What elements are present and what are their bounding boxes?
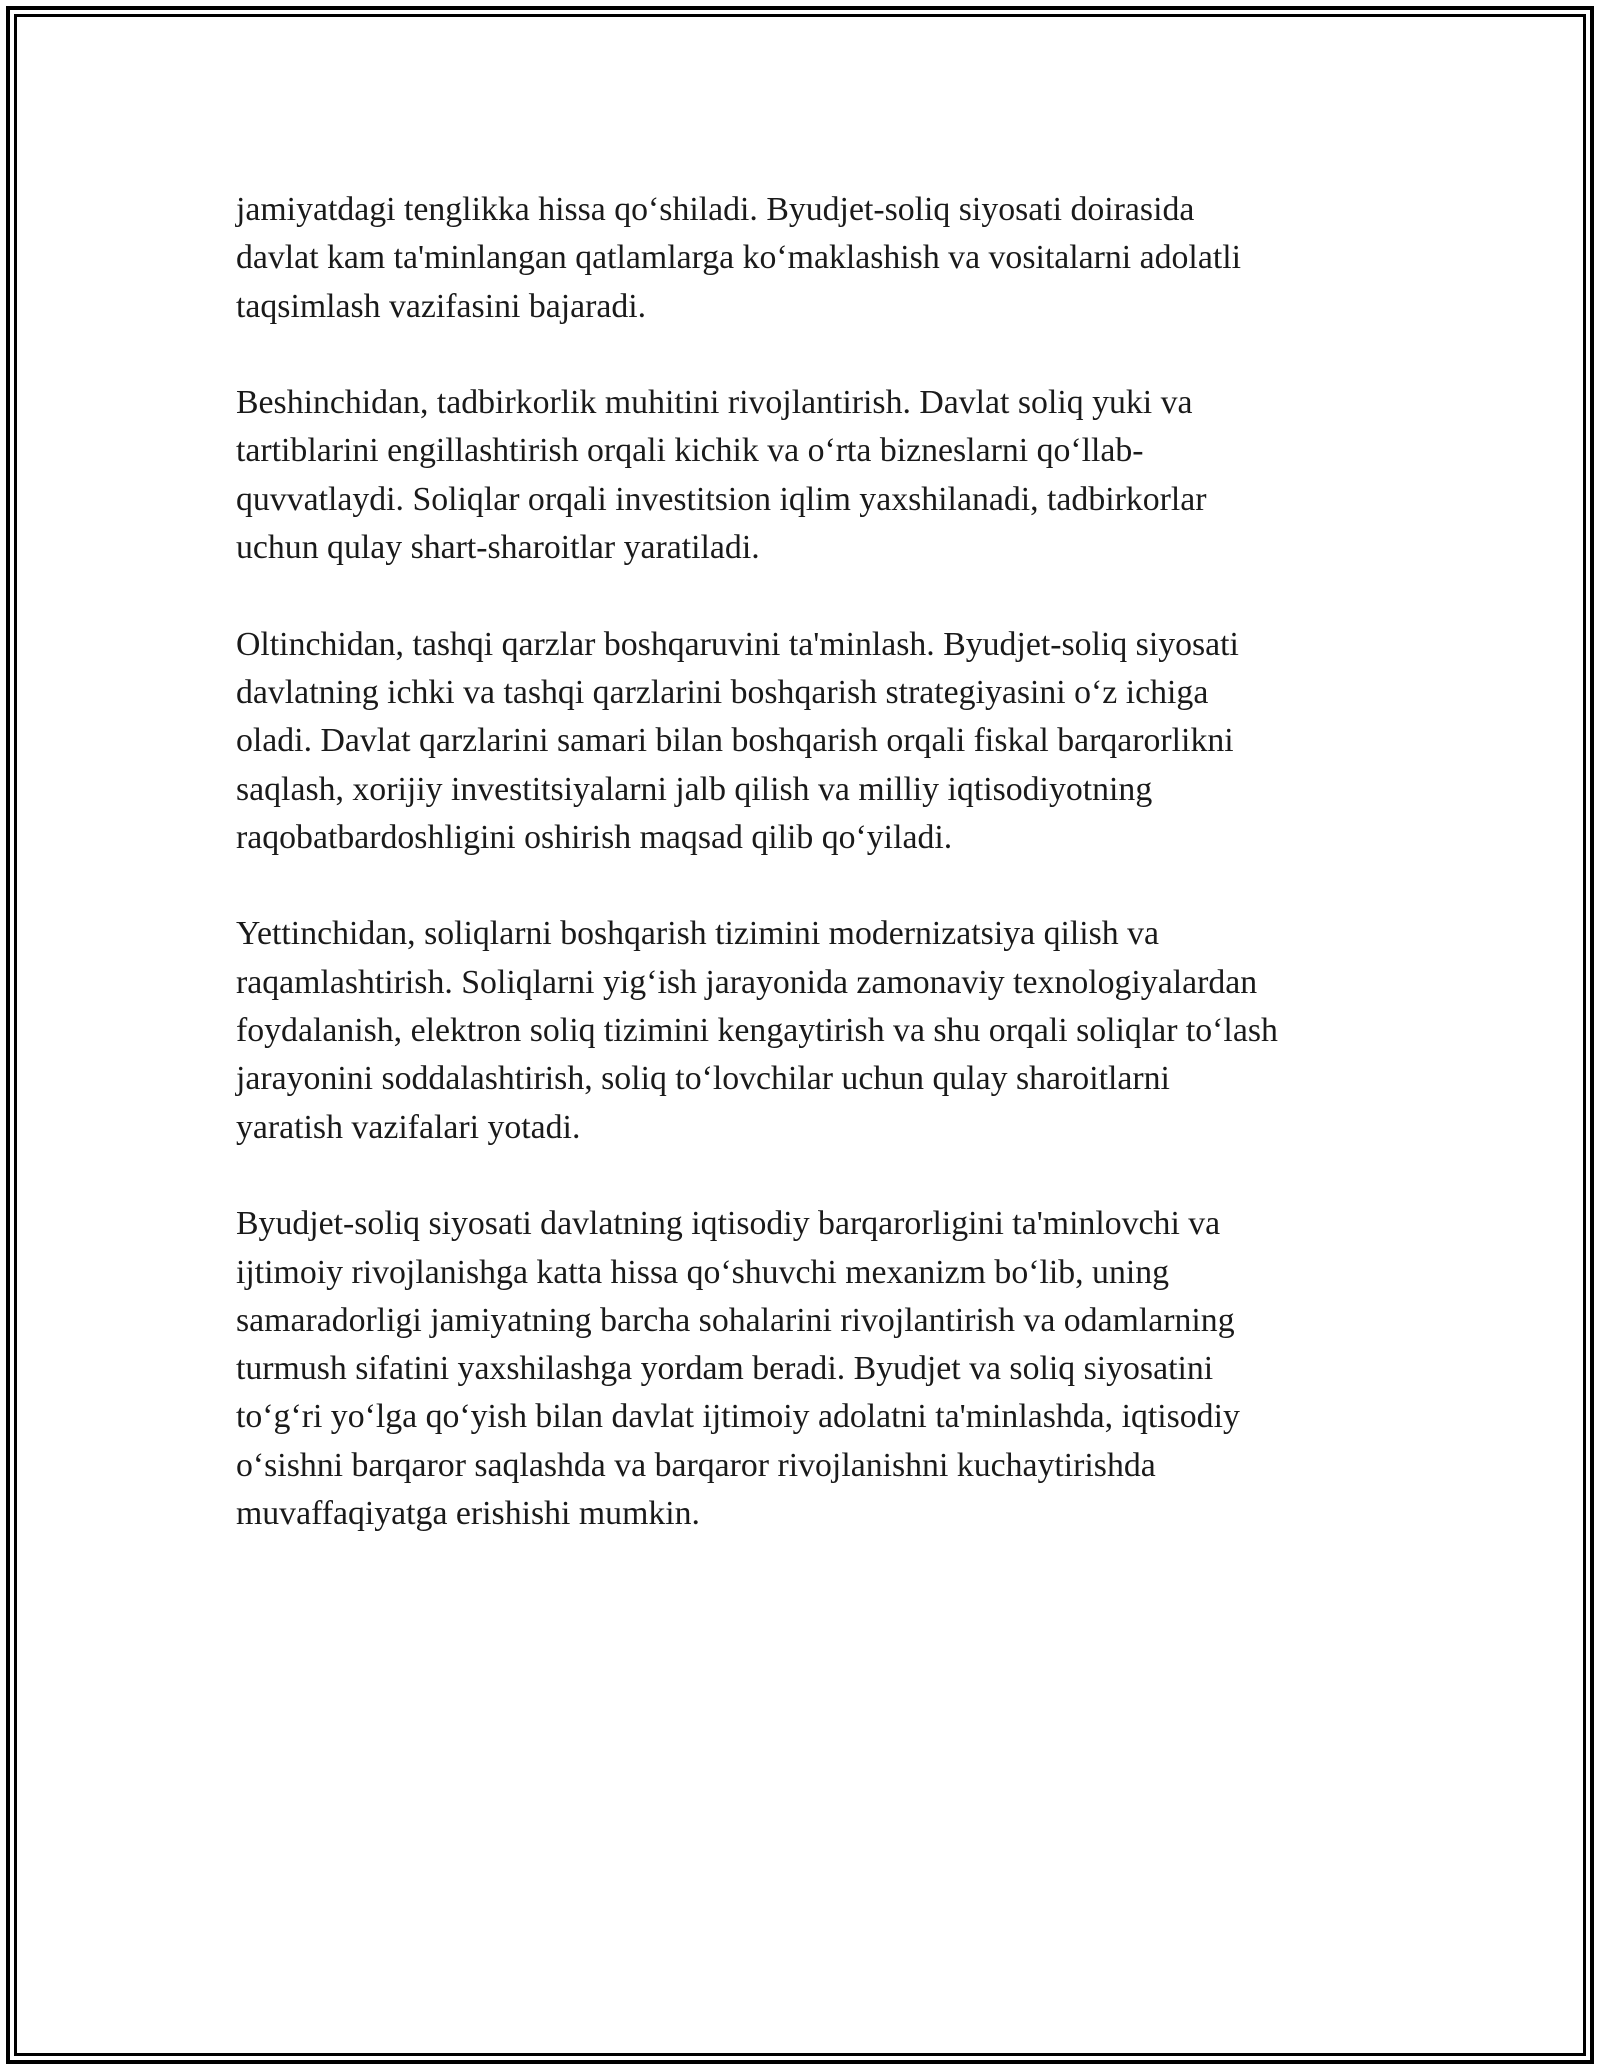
- text-line: raqamlashtirish. Soliqlarni yig‘ish jarayonida zamonaviy texnologiyalardan: [236, 963, 1258, 1001]
- text-line: oladi. Davlat qarzlarini samari bilan boshqarish orqali fiskal barqarorlikni: [236, 722, 1234, 760]
- text-line: ijtimoiy rivojlanishga katta hissa qo‘shuvchi mexanizm bo‘lib, uning: [236, 1253, 1170, 1291]
- document-body: [236, 186, 1386, 1587]
- text-line: taqsimlash vazifasini bajaradi.: [236, 287, 647, 325]
- text-line: raqobatbardoshligini oshirish maqsad qilib qo‘yiladi.: [236, 818, 953, 856]
- text-line: Yettinchidan, soliqlarni boshqarish tizimini modernizatsiya qilish va: [236, 915, 1160, 953]
- text-line: to‘g‘ri yo‘lga qo‘yish bilan davlat ijtimoiy adolatni ta'minlashda, iqtisodiy: [236, 1398, 1240, 1436]
- paragraph-social-equality: [236, 186, 1386, 331]
- text-line: Byudjet-soliq siyosati davlatning iqtisodiy barqarorligini ta'minlovchi va: [236, 1205, 1221, 1243]
- text-line: Oltinchidan, tashqi qarzlar boshqaruvini ta'minlash. Byudjet-soliq siyosati: [236, 625, 1239, 663]
- paragraph-business-environment: [236, 379, 1386, 572]
- text-line: muvaffaqiyatga erishishi mumkin.: [236, 1495, 700, 1533]
- text-line: quvvatlaydi. Soliqlar orqali investitsion iqlim yaxshilanadi, tadbirkorlar: [236, 480, 1207, 518]
- text-line: Beshinchidan, tadbirkorlik muhitini rivojlantirish. Davlat soliq yuki va: [236, 384, 1193, 422]
- text-line: davlat kam ta'minlangan qatlamlarga ko‘maklashish va vositalarni adolatli: [236, 239, 1241, 277]
- text-line: turmush sifatini yaxshilashga yordam beradi. Byudjet va soliq siyosatini: [236, 1350, 1214, 1388]
- text-line: foydalanish, elektron soliq tizimini kengaytirish va shu orqali soliqlar to‘lash: [236, 1012, 1278, 1050]
- text-line: uchun qulay shart-sharoitlar yaratiladi.: [236, 529, 760, 567]
- text-line: yaratish vazifalari yotadi.: [236, 1108, 581, 1146]
- text-line: saqlash, xorijiy investitsiyalarni jalb qilish va milliy iqtisodiyotning: [236, 770, 1153, 808]
- text-line: davlatning ichki va tashqi qarzlarini boshqarish strategiyasini o‘z ichiga: [236, 673, 1209, 711]
- text-line: jamiyatdagi tenglikka hissa qo‘shiladi. Byudjet-soliq siyosati doirasida: [236, 191, 1195, 228]
- text-line: jarayonini soddalashtirish, soliq to‘lovchilar uchun qulay sharoitlarni: [236, 1060, 1170, 1098]
- text-line: o‘sishni barqaror saqlashda va barqaror rivojlanishni kuchaytirishda: [236, 1446, 1156, 1484]
- text-line: samaradorligi jamiyatning barcha sohalarini rivojlantirish va odamlarning: [236, 1301, 1235, 1339]
- paragraph-external-debt: [236, 621, 1386, 862]
- text-line: tartiblarini engillashtirish orqali kichik va o‘rta bizneslarni qo‘llab-: [236, 432, 1144, 470]
- paragraph-conclusion: [236, 1200, 1386, 1538]
- paragraph-tax-digitalization: [236, 910, 1386, 1151]
